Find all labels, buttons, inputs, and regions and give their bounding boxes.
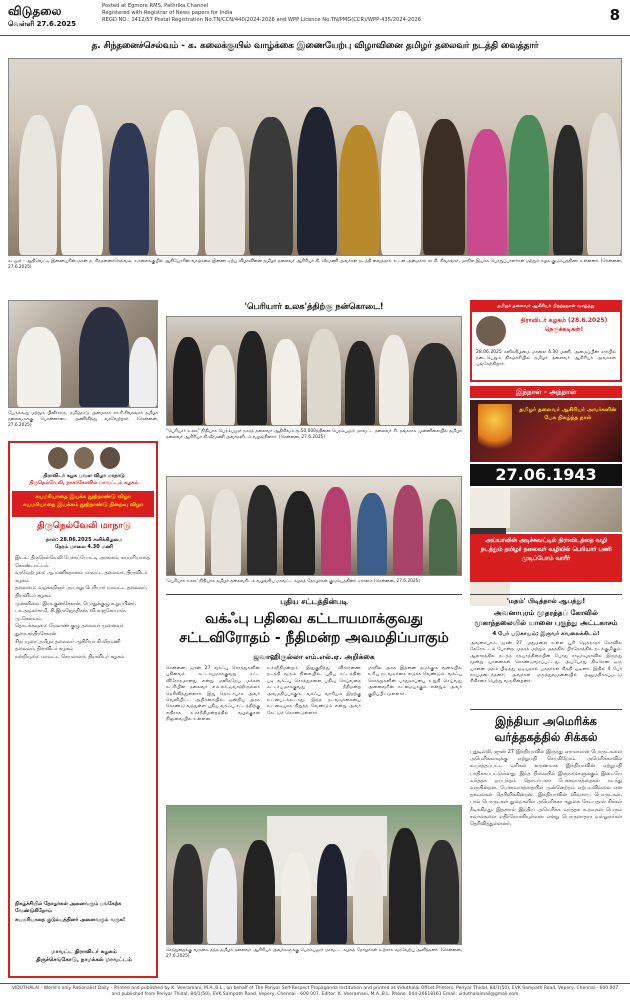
issue-date: வெள்ளி 27.6.2025 xyxy=(8,20,77,28)
center-headline: 'பெரியார் உலக'த்திற்கு நன்கொடை! xyxy=(244,301,384,311)
conference-datetime xyxy=(14,537,154,551)
conference-time: நேரம் மாலை 4.30 மணி xyxy=(55,544,113,550)
portrait-icon xyxy=(100,447,120,469)
indo-us-headline-2: வர்த்தகத்தில் சிக்கல் xyxy=(494,730,598,744)
wedding-photo xyxy=(8,58,622,256)
temple-kicker: 'மதம்' பிடித்தால் ஆபத்து! xyxy=(506,597,586,605)
announcement-text: 28.06.2025 சனிக்கிழமை மாலை 4.30 மணி, அமைப்பின் சார்பில் நடைபெறும் நிகழ்ச்சியில் தமிழர் தலைவர் ஆசிரியர் அவர்கள் பங்கேற்கிறார். xyxy=(476,350,616,368)
divider xyxy=(166,594,462,595)
law-byline: ஜவாஹிருல்லா எம்.எல்.ஏ. அறிக்கை xyxy=(253,652,375,661)
announcement-box xyxy=(470,300,622,382)
conference-lines xyxy=(14,473,154,487)
law-headline-1: வக்ஃபு பதிவை கட்டாயமாக்குவது xyxy=(204,611,424,627)
donation-caption: "பெரியார் உலக" நிதியாக பெரம்பலூர் நகரத் தலைவர் ஆதிசிவம் ரூ.50,000த்தினை பெரம்பலூர் மாவட்ட தலைவர் சி. தங்கராசு முன்னிலையில் தமிழர் தலைவர் ஆசிரியர் கி.வீரமணி அவர்களிடம் வழங்கினார். (சென்னை, 27.6.2025) xyxy=(166,429,462,440)
left-photo xyxy=(8,300,158,408)
history-image xyxy=(470,400,622,462)
portrait-icon xyxy=(74,447,94,469)
temple-subhead: 4 பேர் படுகாயம்; இருவர் கவலைக்கிடம்! xyxy=(492,631,600,637)
conference-program: இடம்: திருநெல்வேலி பேச்சுப்போட்டி அரங்கம், சுயமரியாதை கொண்டாட்டம். வரவேற்புரை: ஆ.மணிசுதானம் மாவட்ட தலைவர், திராவிடர் கழகம் தலைமை: வழக்கறிஞர் அ.பாலு பெரியார் மாவட்ட தலைவர், திராவிடர் கழகம் முன்னிலை: இரா.குணசேகரன், பொதுக்குழு உறுப்பினர், பா.அழகர்சாமி, சி.இராஜேந்திரன், வி.ராஜகோபால், மு.செல்வம். தொடக்கவுரை: மேலாண் குழு தலைவர் முனைவர் துரை.சந்திரசேகரன் சிறப்புரை: தமிழர் தலைவர் ஆசிரியர் கி.வீரமணி தலைவர், திராவிடர் கழகம் நன்றியுரை: மாவட்ட செயலாளர், திராவிடர் கழகம் xyxy=(15,556,150,660)
info-line: REGD NO.: 1412/57 Postal Registration No.TN/CCN/440/2024-2026 and WPP Licence No.TN/PMG(CCR)/WPP-435/2024-2026 xyxy=(102,17,421,23)
indo-us-body: புதுடில்லி, ஜுன் 27 இந்தியாவில் இருந்து ஏராளமான பொருட்களை அமெரிக்காவுக்கு ஏற்றுமதி செய்கிறோம். அமெரிக்காவில் உயர்த்தப்பட்ட வரிகள் காரணமாக இந்தியாவின் ஏற்றுமதி பாதிக்கப்பட்டுள்ளது. இந்த நிலையில் இருநாடுகளுக்கும் இடையே வர்த்தக ஒப்பந்தம் தொடர்பான பேச்சுவார்த்தைகள் நடந்து வருகின்றன. பேச்சுவார்த்தையில் முன்னேற்றம் ஏற்படவில்லை என தகவல்கள் தெரிவிக்கின்றன. இந்தியாவின் விவசாய பொருட்கள், பால் பொருட்கள் துறைகளில் அமெரிக்கா சலுகை கேட்பதால் சிக்கல் நீடிக்கிறது. இதனால் இந்திய அமெரிக்க வர்த்தக உறவுகள் பெரும் சவால்களை எதிர்நோக்கியுள்ளன என்று பொருளாதார வல்லுநர்கள் தெரிவித்துள்ளனர். xyxy=(470,749,624,828)
conference-date: நாள்: 28.06.2025 சனிக்கிழமை xyxy=(45,537,123,543)
history-tagline: அய்யாவின் அடிச்சுவட்டில் திராவிடத்தை வழி நடத்தும் தமிழர் தலைவர் வழியில் பெரியார் பணி முடிப்போம் வாரீர் xyxy=(470,534,622,582)
leader-portraits xyxy=(14,447,154,469)
bullet-item: நிகழ்ச்சியில் தோழர்கள் அனைவரும் பங்கேற்க வேண்டுகிறோம் xyxy=(15,901,122,914)
conference-box xyxy=(8,441,158,978)
divider xyxy=(470,709,622,710)
announcement-highlight: திராவிடர் கழகம் (28.6.2025) நெருக்கடிகள்! xyxy=(520,317,608,333)
left-photo-caption: பேருக்கூறு மற்றும் பினீசராரு, தமிழ்நாடு அமைச்சர் சா.சி.சிவசங்கர் தமிழர் தலைவருக்கு பொன்னாடை அணிவித்து வரவேற்றார். (சென்னை, 27.6.2025) xyxy=(8,411,158,428)
welcome-photo-caption: செந்துறைக்கு வருகை தந்த தமிழர் தலைவர் ஆசிரியர் அவர்களுக்கு பெரம்பலூர் மாவட்ட கழகத் தோழர்கள் உற்சாக வரவேற்பு அளித்தனர். (சென்னை, 27.6.2025) xyxy=(166,948,462,959)
conference-line: திருநெல்வேலி, நாகர்கோவில் மாவட்டம் கழகம் xyxy=(29,480,139,486)
imprint-footer: VIDUTHALAI - World's only Rationalist Daily - Printed and published by K. Veeramani, M.A.,B.L., on behalf of The Periyar Self-Respect Propaganda Institution and printed at Viduthalai Offset Printers, Periyar Thidal, 84/1(50), EVK Sampath Road, Vepery, Chennai - 600 007 and published from Periyar Thidal, 84/1(50), EVK Sampath Road, Vepery, Chennai - 600 007. Editor: K. Veeramani, M.A.,B.L. Phone: 044-26618161 Email: viduthalaimail@gmail.com xyxy=(0,983,630,1000)
bullet-item: சுயமரியாதை குடும்பத்தினர் அனைவரும் வருக! xyxy=(15,917,126,923)
newspaper-name: விடுதலை xyxy=(8,4,62,18)
info-line: Registered with Registrar of News papers for India xyxy=(102,10,233,16)
registration-info xyxy=(102,3,421,24)
main-photo-caption: கடலூர் - ஆதிவெட்டி இணையரின் மகன் த. சிந்தனைச்செல்வம், க.கலைக்குயில் ஆகியோரின் வாழ்க்கை இணை ஏற்பு விழாவினை தமிழர் தலைவர் ஆசிரியர் கி. வீரமணி அவர்கள் நடத்தி வைத்தார். உடன் அமைச்சர் சா.சி. சிவசங்கர், மாநில இயக்க பொறுப்பாளர்கள் மற்றும் கழக குடும்பத்தினர் உள்ளனர். (சென்னை, 27.6.2025) xyxy=(8,259,622,270)
law-headline-2: சட்டவிரோதம் - நீதிமன்ற அவமதிப்பாகும் xyxy=(179,630,449,646)
conference-line: சுயமரியாதை இயக்கம் நூற்றாண்டு நிறைவு விழா xyxy=(22,502,144,508)
temple-headline: அவனாபுரம் முதரத்தப் கோவில் மூகாந்தலையில் யானை புகுந்து அட்டகாசம் xyxy=(474,608,618,627)
law-column-2: உச்சநீதிமன்றம் இதுகுறித்து விசாரணை நடத்தி வரும் நிலையில், புதிய சட்டத்தின் படி வக்ஃபு சொத்துகளை பதிவு செய்வதை கட்டாயமாக்குவது நீதிமன்ற அவமதிப்பாகும். வக்ஃபு வாரியம் இதற்கு உடன்படக்கூடாது. இந்த நடவடிக்கையை உடனடியாக நிறுத்த வேண்டும் என்று அவர் கேட்டுக் கொண்டுள்ளார். xyxy=(267,666,363,716)
portrait-icon xyxy=(48,447,68,469)
torch-icon xyxy=(478,404,512,458)
conference-title: திருநெல்வேலி மாநாடு xyxy=(37,521,131,531)
page-number: 8 xyxy=(609,6,620,24)
history-label: இந்நாள் - அந்நாள் xyxy=(470,386,622,398)
welcome-photo xyxy=(166,805,462,945)
info-line: Posted at Egmore RMS, Pathrika Channel xyxy=(102,3,209,9)
main-headline: த. சிந்தனைச்செல்வம் - க. கலைக்குயில் வாழ்க்கை இணையேற்பு விழாவினை தமிழர் தலைவர் நடத்தி வைத்தார் xyxy=(91,41,539,51)
history-box xyxy=(470,386,622,582)
conference-footer: மாவட்ட திராவிடர் கழகம் திருச்செங்கோடு, நாமக்கல் மாவட்டம் xyxy=(36,949,132,963)
history-date: 27.06.1943 xyxy=(470,464,622,486)
conference-bullets xyxy=(15,901,153,924)
temple-body: அவனாபுரம், ஜுன் 27 முதுமலை உள்ள பூரி ஜெகநாதர் கோவில் தேரோட்டம் போன்ற முதரத் மற்றும் மதத்தில் பிரதேசத்தில் நடக்குமிகும். ஆலாரத்தில் நடந்த ரதயாத்திரையின் போது ராஜாவுதாவில் இருந்து மூன்று யானைகள் கொண்டுவரப்பட்டது. அப்போது திடீரென ஒரு யானை மதம் பிடித்து ஓடியதால் பக்தர்கள் சிதறி ஓடினர். இதில் 4 பேர் காயமடைந்தனர்; அவர்கள் மருத்துவமனையில் அனுமதிக்கப்பட்டு சிகிச்சை பெற்று வருகின்றனர். xyxy=(470,641,624,685)
conference-line: திராவிடர் கழக பவள விழா மாநாடு xyxy=(43,473,125,479)
donation-photo-2 xyxy=(166,476,462,576)
masthead xyxy=(0,0,630,36)
announcement-title: தமிழர் தலைவர் ஆசிரியர் பிறந்தநாள் வாழ்த்து xyxy=(472,302,620,312)
conference-line: சுயமரியாதை இயக்க நூற்றாண்டு விழா xyxy=(35,494,131,500)
donation-photo xyxy=(166,316,462,426)
portrait-icon xyxy=(476,316,506,346)
divider xyxy=(470,594,622,595)
indo-us-headline-1: இந்தியா அமெரிக்க xyxy=(495,714,597,728)
law-column-1: சென்னை, ஜுன் 27 வக்ஃபு சொத்துகளின் பதிவைக் கட்டாயமாக்குவது சட்ட விரோதமானது என்று மனிதநேய மக்கள் கட்சியின் தலைவர் எம்.எச்.ஜவாஹிருல்லா தெரிவித்துள்ளார். இது தொடர்பாக அவர் வெளியிட்ட அறிக்கையில், ஒன்றிய அரசு கொண்டு வந்துள்ள புதிய வக்ஃபு சட்டத்திற்கு எதிராக உச்சநீதிமன்றத்தில் வழக்குகள் நிலுவையில் உள்ளன. xyxy=(166,666,262,723)
history-photo xyxy=(470,488,622,532)
law-column-3: மாநில அரசு இதனை தடுக்கும் வகையில் உரிய நடவடிக்கை எடுக்க வேண்டும். வக்ஃபு சொத்துகளின் பாதுகாப்பை உறுதி செய்வது அனைவரின் கடமையாகும் என்றும் அவர் குறிப்பிட்டுள்ளார். xyxy=(368,666,464,697)
law-kicker: புதிய சட்டத்தின்படி xyxy=(280,597,348,606)
conference-red-banner xyxy=(12,491,154,517)
donation-caption-2: 'பெரியார் உலக' நிதியாக தமிழர் தலைவரிடம் வழங்கிய மாவட்ட கழகத் தோழர்கள் குடும்பத்தினர் ஏராளம் (சென்னை, 27.6.2025) xyxy=(166,579,421,584)
history-header-text: தமிழர் தலைவர் ஆசிரியர் அவர்களின் பேசு நிகழ்ந்த நாள் xyxy=(519,407,617,421)
